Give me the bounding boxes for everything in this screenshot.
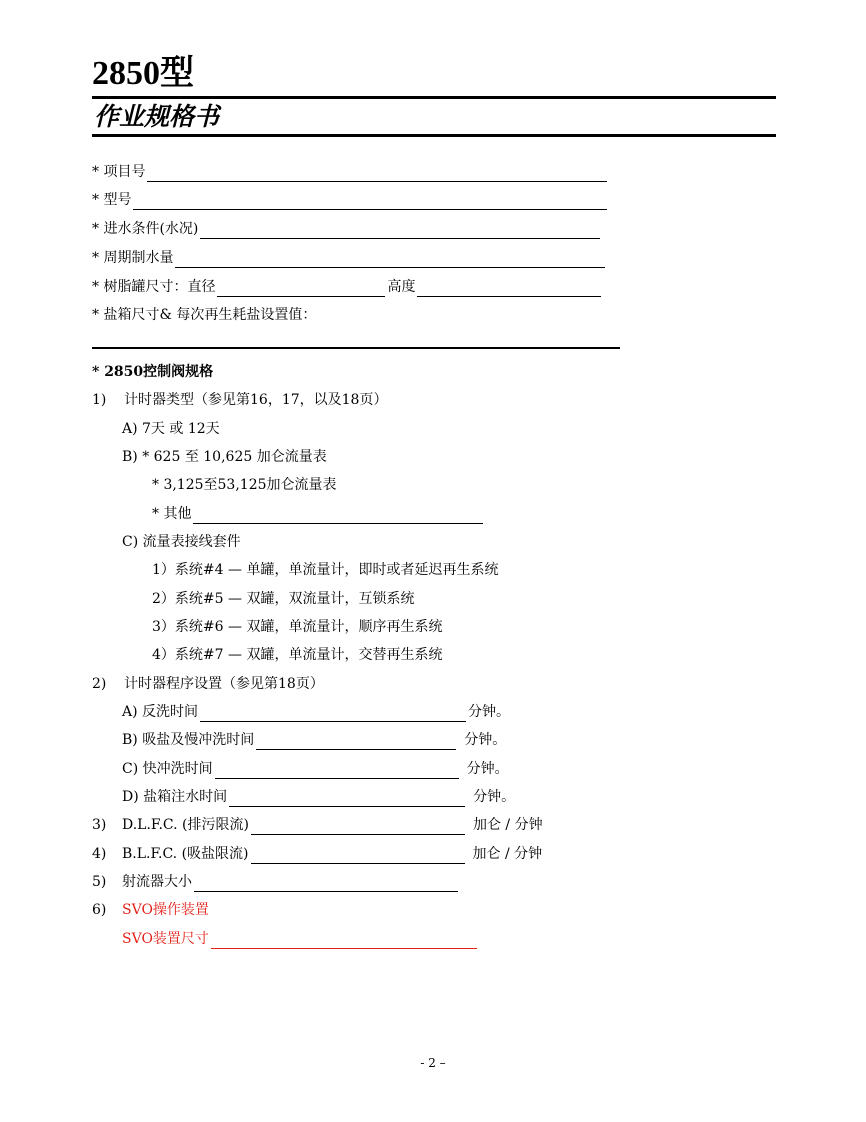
section-3-label: D.L.F.C. (排污限流) bbox=[122, 817, 249, 833]
brine-tank-field[interactable] bbox=[92, 347, 620, 349]
section-6-label: SVO操作装置 bbox=[122, 902, 209, 918]
brine-refill-row bbox=[122, 787, 515, 807]
brine-refill-unit: 分钟。 bbox=[473, 789, 516, 805]
section-6-number: 6) bbox=[92, 902, 107, 918]
resin-tank-diameter-label: * 树脂罐尺寸：直径 bbox=[92, 279, 216, 295]
cycle-output-label: * 周期制水量 bbox=[92, 250, 174, 266]
injector-size-field[interactable] bbox=[194, 877, 458, 892]
model-title: 2850型 bbox=[92, 55, 194, 92]
section-3-row bbox=[92, 815, 543, 835]
model-label: * 型号 bbox=[92, 192, 132, 208]
model-field[interactable] bbox=[133, 195, 607, 210]
backwash-label: A) 反洗时间 bbox=[122, 704, 199, 720]
brine-refill-field[interactable] bbox=[229, 792, 465, 807]
header-rule-top bbox=[92, 96, 776, 99]
fast-rinse-unit: 分钟。 bbox=[466, 761, 509, 777]
svo-size-row bbox=[122, 929, 479, 949]
section-4-number: 4) bbox=[92, 846, 107, 862]
project-number-row bbox=[92, 162, 609, 182]
section-5-row bbox=[92, 872, 460, 892]
resin-tank-diameter-field[interactable] bbox=[217, 282, 385, 297]
resin-tank-height-field[interactable] bbox=[417, 282, 601, 297]
section-4-label: B.L.F.C. (吸盐限流) bbox=[122, 846, 249, 862]
model-row bbox=[92, 190, 609, 210]
system-5: 2）系统#5 — 双罐，双流量计，互锁系统 bbox=[152, 591, 415, 607]
section-4-row bbox=[92, 844, 542, 864]
fast-rinse-field[interactable] bbox=[215, 764, 459, 779]
brine-tank-row bbox=[92, 305, 316, 325]
section-2-number: 2) bbox=[92, 676, 107, 692]
resin-tank-height-label: 高度 bbox=[387, 279, 416, 295]
section-6-row bbox=[92, 900, 209, 920]
water-condition-field[interactable] bbox=[200, 224, 600, 239]
section-3-unit: 加仑 / 分钟 bbox=[472, 817, 543, 833]
brine-rinse-row bbox=[122, 730, 506, 750]
project-number-label: * 项目号 bbox=[92, 164, 146, 180]
brine-rinse-field[interactable] bbox=[256, 735, 456, 750]
section-4-unit: 加仑 / 分钟 bbox=[472, 846, 543, 862]
header-rule-bottom bbox=[92, 134, 776, 137]
system-7: 4）系统#7 — 双罐，单流量计，交替再生系统 bbox=[152, 647, 443, 663]
backwash-unit: 分钟。 bbox=[468, 704, 511, 720]
timer-option-a: A) 7天 或 12天 bbox=[122, 421, 220, 437]
timer-option-other-field[interactable] bbox=[193, 509, 483, 524]
svo-size-field[interactable] bbox=[211, 934, 477, 949]
dlfc-field[interactable] bbox=[251, 820, 465, 835]
fast-rinse-row bbox=[122, 759, 509, 779]
blfc-field[interactable] bbox=[251, 849, 465, 864]
section-1-row bbox=[92, 390, 387, 410]
system-6: 3）系统#6 — 双罐，单流量计，顺序再生系统 bbox=[152, 619, 443, 635]
project-number-field[interactable] bbox=[147, 167, 607, 182]
section-2-label: 计时器程序设置（参见第18页） bbox=[124, 676, 324, 692]
document-title: 作业规格书 bbox=[94, 102, 220, 131]
section-2-row bbox=[92, 674, 324, 694]
cycle-output-row bbox=[92, 248, 607, 268]
timer-option-b: B) * 625 至 10,625 加仑流量表 bbox=[122, 449, 327, 465]
section-5-number: 5) bbox=[92, 874, 107, 890]
section-1-number: 1) bbox=[92, 392, 107, 408]
section-1-label: 计时器类型（参见第16，17，以及18页） bbox=[124, 392, 388, 408]
meter-cable-kit: C) 流量表接线套件 bbox=[122, 534, 241, 550]
backwash-row bbox=[122, 702, 510, 722]
brine-rinse-label: B) 吸盐及慢冲洗时间 bbox=[122, 732, 255, 748]
section-5-label: 射流器大小 bbox=[122, 874, 192, 890]
timer-option-other-label: * 其他 bbox=[152, 506, 192, 522]
system-4: 1）系统#4 — 单罐，单流量计，即时或者延迟再生系统 bbox=[152, 562, 499, 578]
water-condition-row bbox=[92, 219, 602, 239]
water-condition-label: * 进水条件(水况) bbox=[92, 221, 199, 237]
svo-size-label: SVO装置尺寸 bbox=[122, 931, 209, 947]
brine-refill-label: D) 盐箱注水时间 bbox=[122, 789, 228, 805]
section-3-number: 3) bbox=[92, 817, 107, 833]
cycle-output-field[interactable] bbox=[175, 253, 605, 268]
brine-tank-label: * 盐箱尺寸& 每次再生耗盐设置值： bbox=[92, 307, 317, 323]
backwash-field[interactable] bbox=[200, 707, 466, 722]
valve-spec-heading: * 2850控制阀规格 bbox=[92, 364, 214, 380]
timer-option-b2: * 3,125至53,125加仑流量表 bbox=[152, 477, 337, 493]
fast-rinse-label: C) 快冲洗时间 bbox=[122, 761, 213, 777]
brine-rinse-unit: 分钟。 bbox=[464, 732, 507, 748]
resin-tank-row bbox=[92, 277, 603, 297]
timer-option-other-row bbox=[152, 504, 485, 524]
page-number: - 2 – bbox=[420, 1056, 446, 1070]
